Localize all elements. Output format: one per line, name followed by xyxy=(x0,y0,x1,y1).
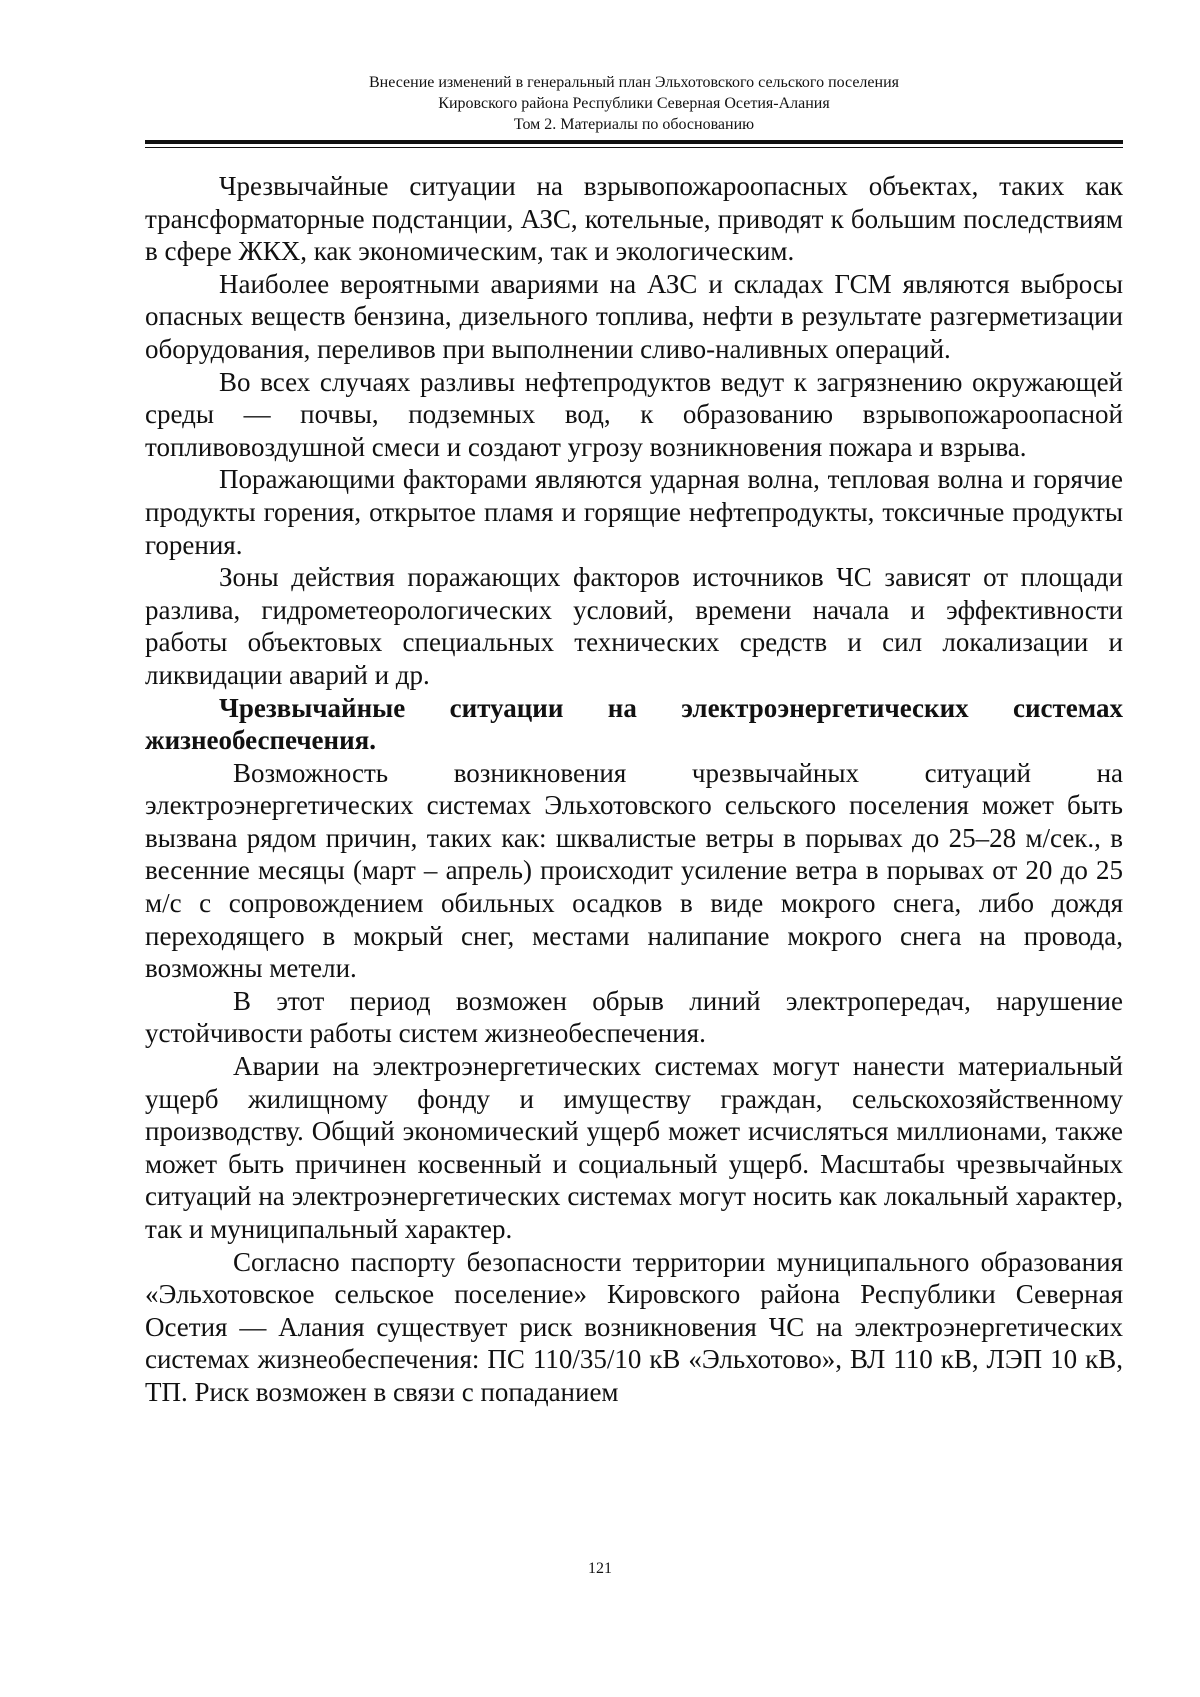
header-rule-thick xyxy=(145,140,1123,144)
paragraph-gas-station-accidents: Наиболее вероятными авариями на АЗС и складах ГСМ являются выбросы опасных веществ бензина, дизельного топлива, нефти в результате разгерметизации оборудования, переливов при выполнении сливо-наливных операций. xyxy=(145,268,1123,364)
page-number: 121 xyxy=(588,1560,612,1577)
paragraph-explosive-objects: Чрезвычайные ситуации на взрывопожароопасных объектах, таких как трансформаторные подстанции, АЗС, котельные, приводят к большим последствиям в сфере ЖКХ, как экономическим, так и экологическим. xyxy=(145,171,1123,267)
document-body xyxy=(145,170,1123,1409)
paragraph-emergency-causes: Возможность возникновения чрезвычайных ситуаций на электроэнергетических системах Эльхотовского сельского поселения может быть вызвана рядом причин, таких как: шквалистые ветры в порывах до 25–28 м/сек., в весенние месяцы (март – апрель) происходит усиление ветра в порывах от 20 до 25 м/с с сопровождением обильных осадков в виде мокрого снега, либо дождя переходящего в мокрый снег, местами налипание мокрого снега на провода, возможны метели. xyxy=(145,757,1123,984)
paragraph-safety-passport: Согласно паспорту безопасности территории муниципального образования «Эльхотовское сельское поселение» Кировского района Республики Северная Осетия — Алания существует риск возникновения ЧС на электроэнергетических системах жизнеобеспечения: ПС 110/35/10 кВ «Эльхотово», ВЛ 110 кВ, ЛЭП 10 кВ, ТП. Риск возможен в связи с попаданием xyxy=(145,1246,1123,1407)
section-heading-power-systems: Чрезвычайные ситуации на электроэнергетических системах жизнеобеспечения. xyxy=(145,692,1123,756)
running-header xyxy=(145,72,1123,135)
paragraph-damage: Аварии на электроэнергетических системах могут нанести материальный ущерб жилищному фонду и имуществу граждан, сельскохозяйственному производству. Общий экономический ущерб может исчисляться миллионами, также может быть причинен косвенный и социальный ущерб. Масштабы чрезвычайных ситуаций на электроэнергетических системах могут носить как локальный характер, так и муниципальный характер. xyxy=(145,1051,1123,1244)
header-rule-thin xyxy=(145,147,1123,148)
header-line-2: Кировского района Республики Северная Осетия-Алания xyxy=(438,95,830,112)
paragraph-oil-spills: Во всех случаях разливы нефтепродуктов ведут к загрязнению окружающей среды — почвы, подземных вод, к образованию взрывопожароопасной топливовоздушной смеси и создают угрозу возникновения пожара и взрыва. xyxy=(145,366,1123,462)
header-line-1: Внесение изменений в генеральный план Эльхотовского сельского поселения xyxy=(369,74,899,91)
header-line-3: Том 2. Материалы по обоснованию xyxy=(513,116,755,133)
paragraph-impact-zones: Зоны действия поражающих факторов источников ЧС зависят от площади разлива, гидрометеорологических условий, времени начала и эффективности работы объектовых специальных технических средств и сил локализации и ликвидации аварий и др. xyxy=(145,562,1123,690)
paragraph-damaging-factors: Поражающими факторами являются ударная волна, тепловая волна и горячие продукты горения, открытое пламя и горящие нефтепродукты, токсичные продукты горения. xyxy=(145,464,1123,560)
paragraph-line-breaks: В этот период возможен обрыв линий электропередач, нарушение устойчивости работы систем жизнеобеспечения. xyxy=(145,985,1123,1049)
